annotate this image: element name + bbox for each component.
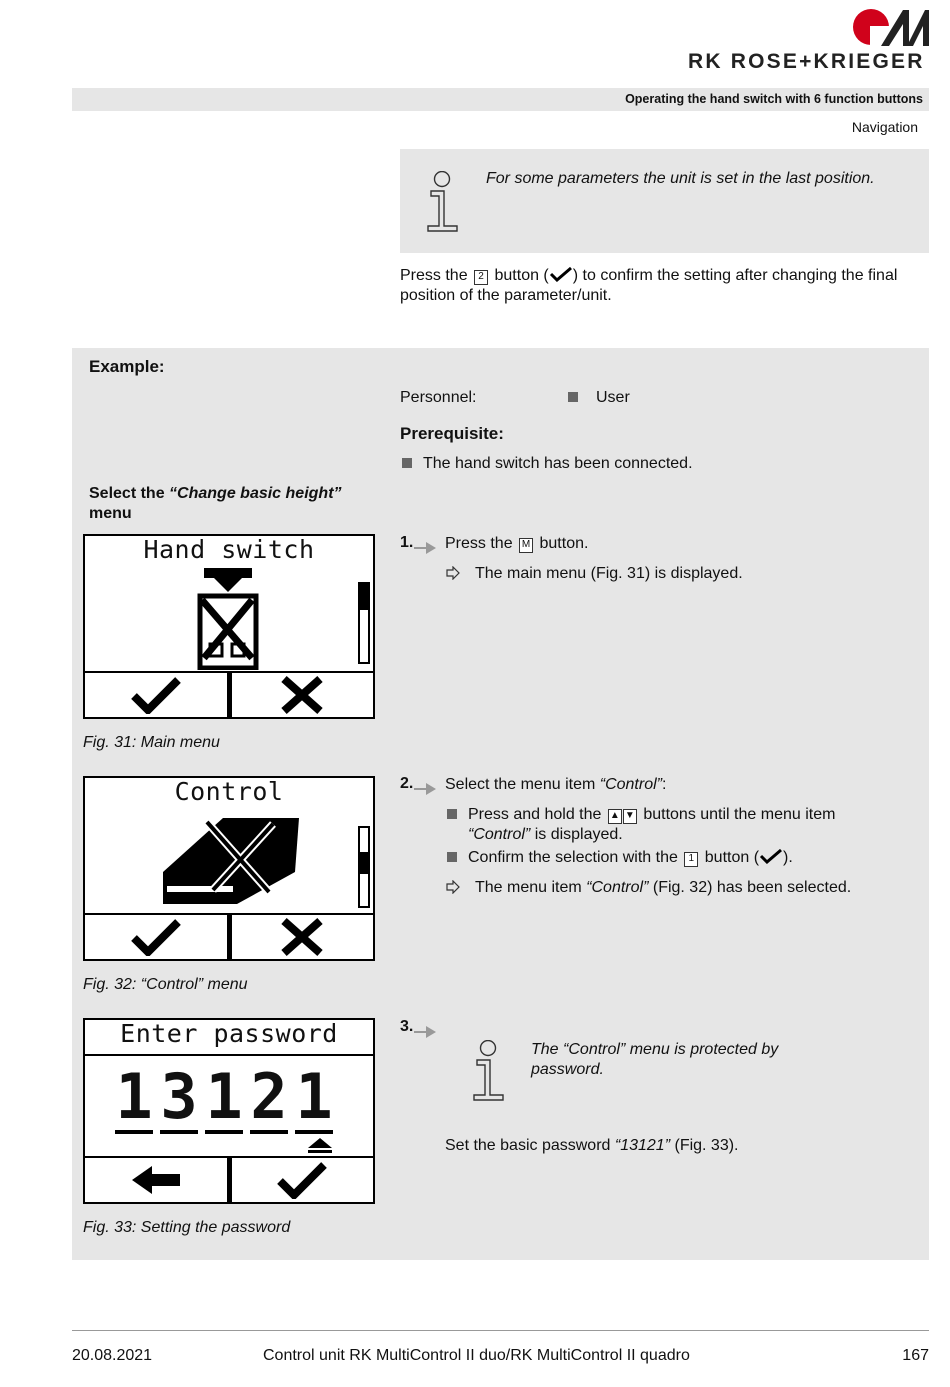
step-2-menu-item: “Control” (599, 776, 662, 793)
bullet-2-text-middle: button ( (704, 849, 760, 866)
info-icon (424, 171, 460, 233)
softkey-bar (85, 671, 373, 717)
scrollbar (358, 826, 370, 908)
step-number: 2. (400, 775, 414, 792)
control-unit-tools-icon (161, 812, 301, 908)
prerequisite-item: The hand switch has been connected. (423, 455, 693, 472)
footer-document-title: Control unit RK MultiControl II duo/RK MultiControl II quadro (263, 1347, 690, 1364)
scrollbar-thumb (360, 584, 368, 610)
info-icon (470, 1040, 506, 1102)
step-arrow-icon (414, 782, 436, 796)
scrollbar (358, 582, 370, 664)
screen-title: Enter password (85, 1020, 373, 1056)
step-number: 3. (400, 1018, 414, 1035)
bullet-2-text-end: ). (783, 849, 793, 866)
bullet-1-text-middle: buttons until the menu item (643, 806, 836, 823)
step-3-note-item: “Control” (563, 1041, 626, 1058)
result-arrow-icon (446, 566, 460, 580)
hand-switch-tools-icon (190, 566, 266, 670)
bullet-square-icon (447, 852, 457, 862)
checkmark-icon (549, 266, 573, 282)
bullet-1-text-start: Press and hold the (468, 806, 602, 823)
checkmark-icon (130, 918, 182, 956)
step-3-note (531, 1040, 831, 1080)
figure-caption: Fig. 33: Setting the password (83, 1219, 291, 1236)
step-3-text (445, 1136, 739, 1156)
softkey-confirm[interactable] (85, 673, 229, 717)
password-digit[interactable]: 1 (115, 1060, 153, 1133)
display-password (83, 1018, 375, 1204)
select-label-end: menu (89, 505, 132, 522)
result-arrow-icon (446, 880, 460, 894)
company-logo-text: RK ROSE+KRIEGER (688, 50, 925, 73)
step-2-result (475, 878, 851, 898)
info-note (400, 149, 929, 253)
header-bar (72, 88, 929, 111)
checkmark-icon (276, 1161, 328, 1199)
page-number: 167 (902, 1347, 929, 1364)
example-heading: Example: (89, 357, 165, 376)
screen-title: Control (174, 777, 284, 806)
step-3-text-end: (Fig. 33). (674, 1137, 739, 1154)
softkey-back[interactable] (85, 1158, 229, 1202)
step-2-bullet-2 (468, 848, 793, 868)
select-menu-label (89, 484, 389, 524)
password-digit[interactable]: 3 (160, 1060, 198, 1133)
bullet-1-menu-item: “Control” (468, 826, 531, 843)
step-3-text-start: Set the basic password (445, 1137, 611, 1154)
key-m-icon: M (519, 538, 533, 553)
select-label-start: Select the (89, 485, 165, 502)
step-2-result-item: “Control” (586, 879, 649, 896)
cross-icon (278, 918, 326, 956)
bullet-1-text-end: is displayed. (534, 826, 623, 843)
select-label-menu-name: “Change basic height” (169, 485, 342, 502)
figure-caption: Fig. 32: “Control” menu (83, 976, 248, 993)
display-main-menu (83, 534, 375, 719)
step-2-text (445, 775, 666, 795)
step-arrow-icon (414, 541, 436, 555)
step-1-text (445, 534, 588, 554)
arrow-left-icon (130, 1164, 182, 1196)
password-digit[interactable]: 1 (205, 1060, 243, 1133)
screen-title: Hand switch (143, 535, 315, 564)
step-3-note-end: menu is protected by password. (531, 1041, 779, 1078)
confirm-text-middle: button ( (494, 267, 549, 284)
step-2-colon: : (661, 776, 667, 793)
personnel-label: Personnel: (400, 389, 477, 406)
step-1-text-end: button. (539, 535, 589, 552)
step-2-result-end: (Fig. 32) has been selected. (652, 879, 852, 896)
step-3-note-start: The (531, 1041, 559, 1058)
softkey-cancel[interactable] (229, 915, 374, 959)
prerequisite-label: Prerequisite: (400, 424, 504, 443)
step-2-text-start: Select the menu item (445, 776, 596, 793)
softkey-confirm[interactable] (229, 1158, 374, 1202)
password-digit[interactable]: 2 (250, 1060, 288, 1133)
step-number: 1. (400, 534, 414, 551)
checkmark-icon (759, 848, 783, 864)
section-title: Navigation (851, 119, 918, 135)
cursor-up-icon (307, 1137, 333, 1153)
softkey-bar (85, 1156, 373, 1202)
scrollbar-thumb (360, 852, 368, 874)
step-1-text-start: Press the (445, 535, 513, 552)
step-arrow-icon (414, 1025, 436, 1039)
company-logo-icon (851, 8, 929, 46)
info-note-text: For some parameters the unit is set in the last position. (486, 170, 875, 187)
key-2-icon: 2 (474, 270, 488, 285)
bullet-square-icon (568, 392, 578, 402)
bullet-2-text-start: Confirm the selection with the (468, 849, 678, 866)
softkey-bar (85, 913, 373, 959)
arrow-up-key-icon: ▲ (608, 809, 622, 824)
confirm-instruction (400, 266, 925, 306)
key-1-icon: 1 (684, 852, 698, 867)
checkmark-icon (130, 676, 182, 714)
figure-caption: Fig. 31: Main menu (83, 734, 220, 751)
footer-divider (72, 1330, 929, 1331)
bullet-square-icon (402, 458, 412, 468)
cross-icon (278, 676, 326, 714)
password-digit-active[interactable]: 1 (295, 1060, 333, 1133)
password-digits (115, 1060, 333, 1134)
display-control-menu (83, 776, 375, 961)
arrow-down-key-icon: ▼ (623, 809, 637, 824)
softkey-cancel[interactable] (229, 673, 374, 717)
step-3-password: “13121” (614, 1137, 671, 1154)
confirm-text-start: Press the (400, 267, 468, 284)
chapter-title: Operating the hand switch with 6 function buttons (625, 92, 923, 106)
step-2-result-start: The menu item (475, 879, 582, 896)
bullet-square-icon (447, 809, 457, 819)
softkey-confirm[interactable] (85, 915, 229, 959)
step-2-bullet-1 (468, 805, 908, 845)
personnel-value: User (596, 389, 630, 406)
step-1-result: The main menu (Fig. 31) is displayed. (475, 565, 743, 582)
footer-date: 20.08.2021 (72, 1347, 153, 1364)
confirm-text-end: ) to confirm the setting after changing the final position of the parameter/unit. (400, 267, 898, 304)
